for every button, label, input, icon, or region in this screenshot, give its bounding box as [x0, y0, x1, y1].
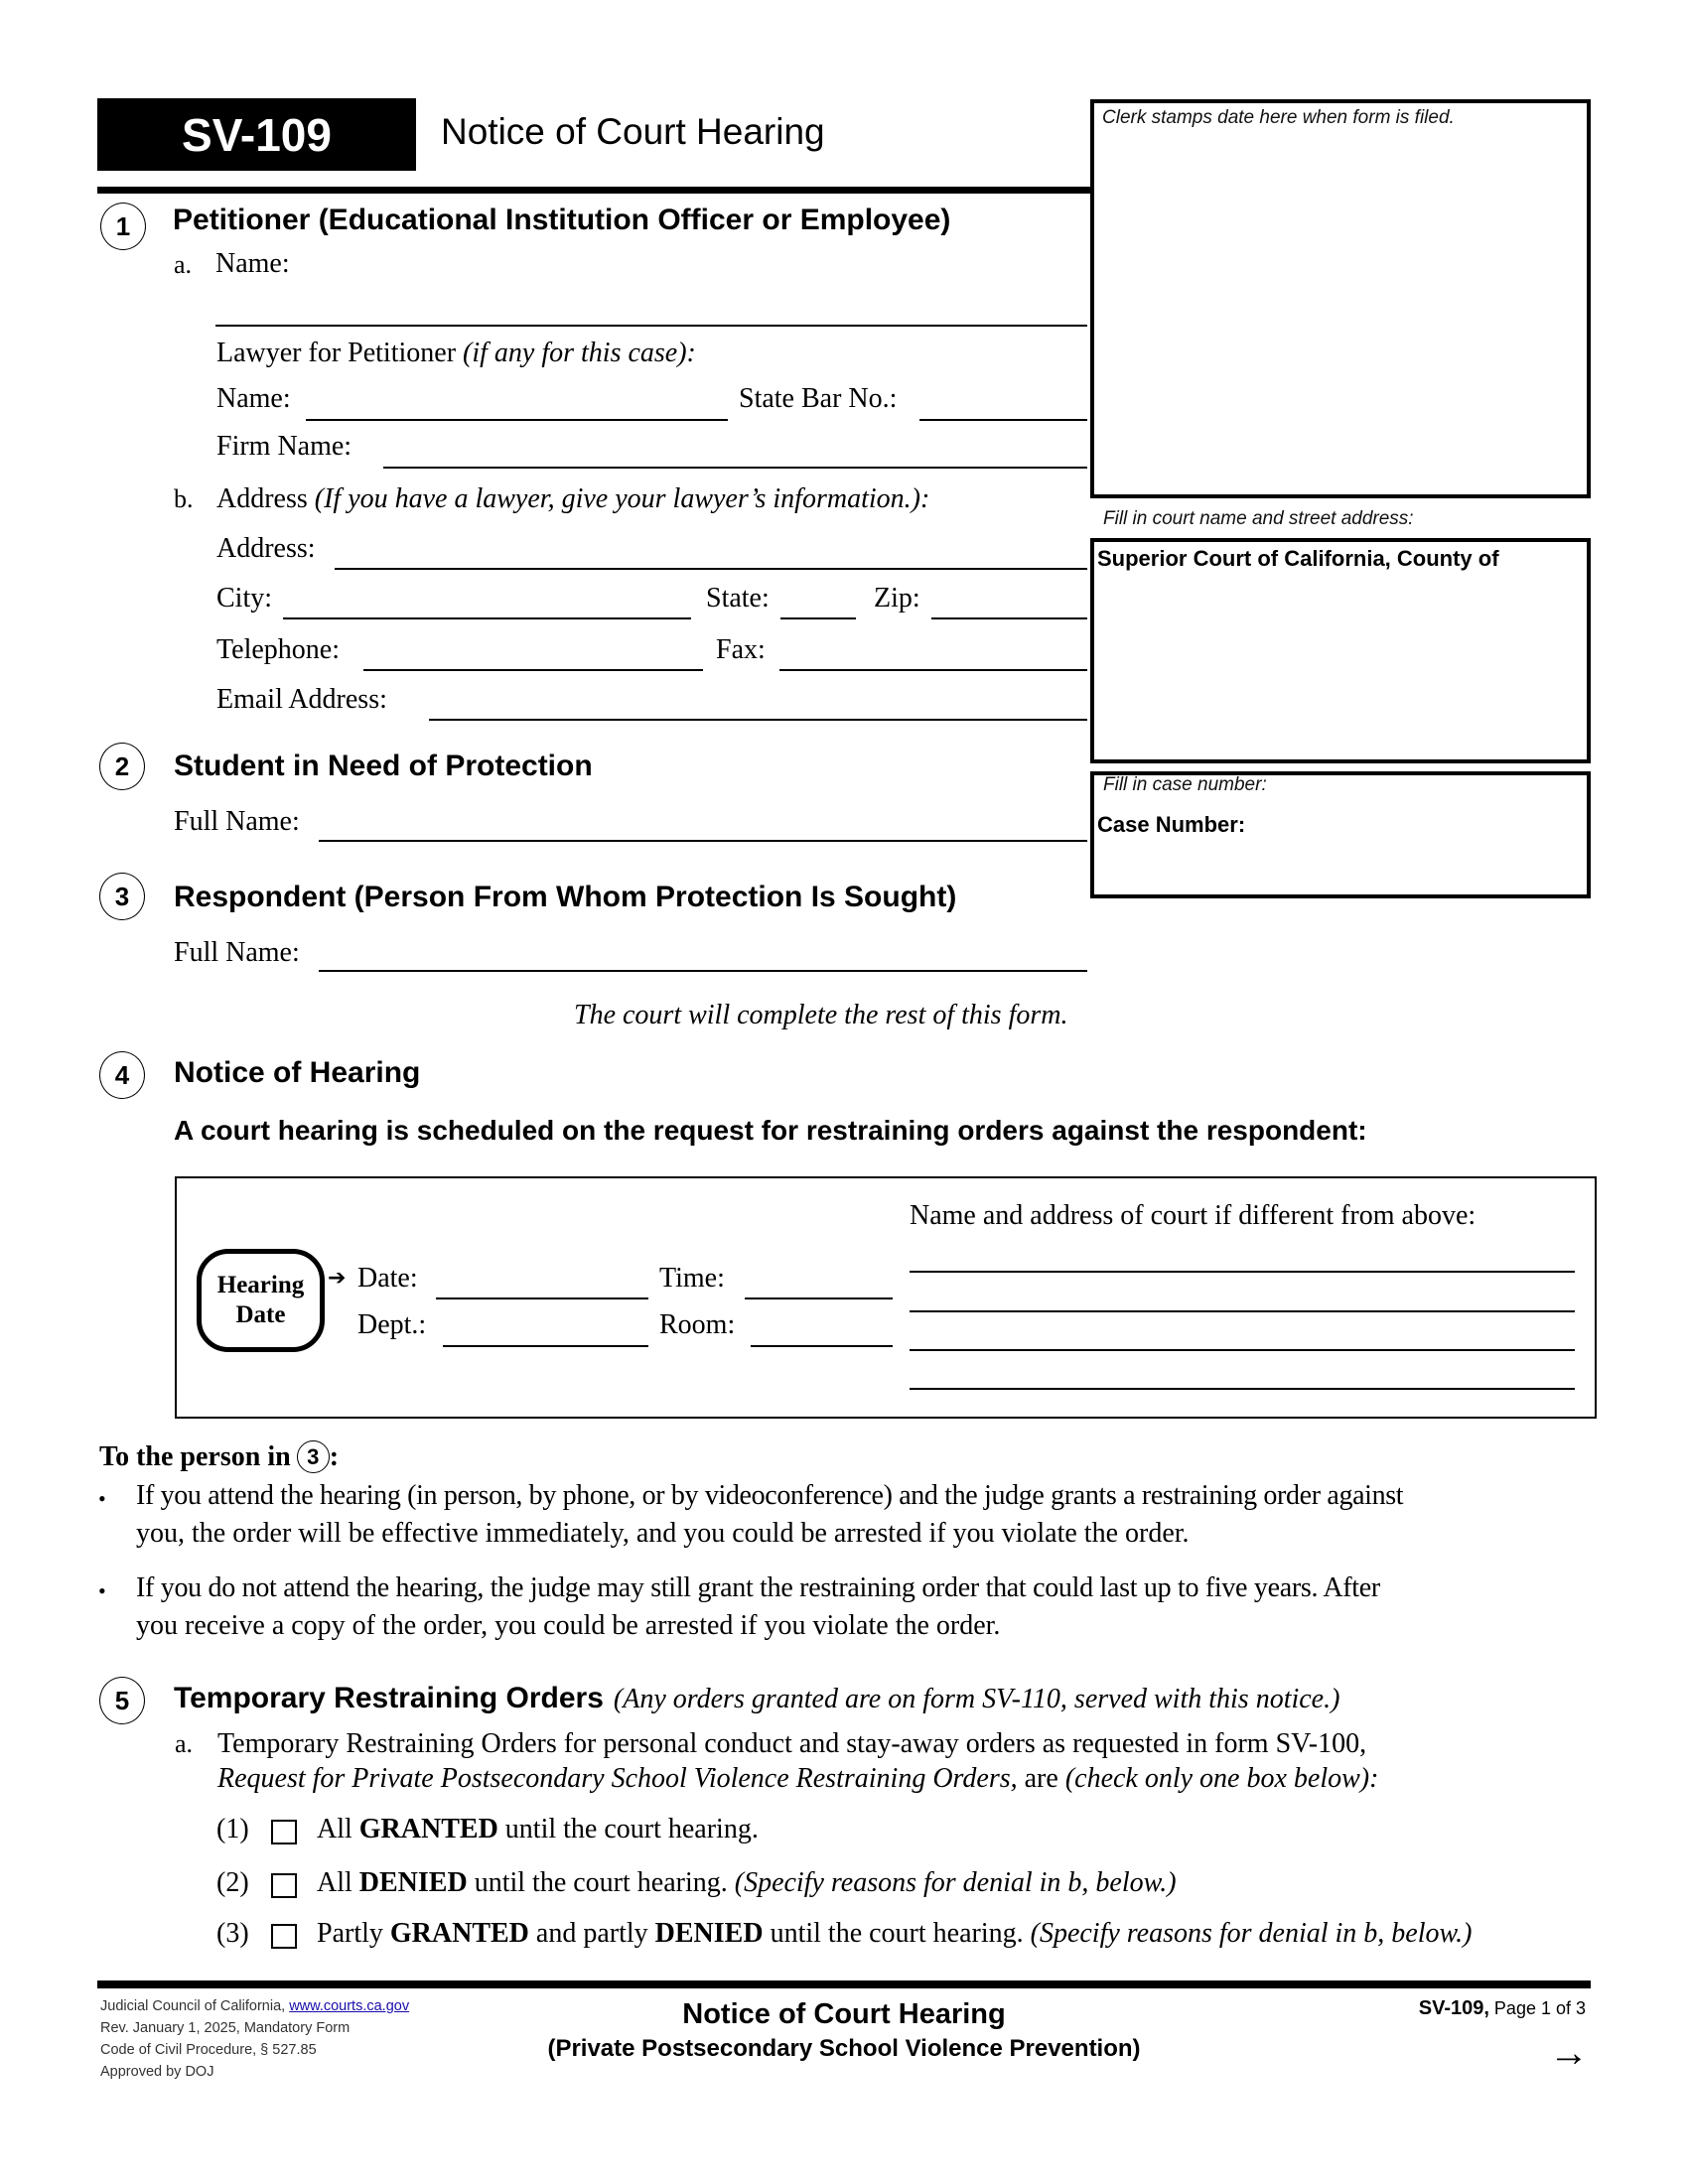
- alt-court-line-2[interactable]: [910, 1310, 1575, 1312]
- section5-title-note: (Any orders granted are on form SV-110, served with this notice.): [613, 1684, 1340, 1714]
- item-b-marker: b.: [174, 484, 194, 513]
- item-5a-marker: a.: [175, 1729, 194, 1758]
- section-number-5: 5: [99, 1677, 145, 1724]
- partly-granted-checkbox[interactable]: [271, 1924, 297, 1949]
- city-field[interactable]: [283, 617, 691, 619]
- hearing-time-field[interactable]: [745, 1297, 893, 1299]
- hearing-dept-field[interactable]: [443, 1345, 648, 1347]
- all-denied-checkbox[interactable]: [271, 1873, 297, 1898]
- section1-title: Petitioner (Educational Institution Officer or Employee): [173, 204, 951, 236]
- student-full-name-field[interactable]: [319, 840, 1087, 842]
- telephone-label: Telephone:: [216, 634, 340, 665]
- state-label: State:: [706, 583, 770, 614]
- item-a-marker: a.: [174, 250, 193, 279]
- next-page-arrow-icon[interactable]: →: [1549, 2031, 1589, 2075]
- address-label: Address:: [216, 533, 316, 564]
- email-field[interactable]: [429, 719, 1087, 721]
- alt-court-line-3[interactable]: [910, 1349, 1575, 1351]
- hearing-time-label: Time:: [659, 1263, 725, 1294]
- section5-title: Temporary Restraining Orders: [174, 1682, 604, 1714]
- city-label: City:: [216, 583, 273, 614]
- lawyer-heading: Lawyer for Petitioner (if any for this case):: [216, 338, 696, 368]
- section4-subtitle: A court hearing is scheduled on the request for restraining orders against the respondent:: [174, 1115, 1367, 1146]
- arrow-right-icon: ➔: [328, 1265, 347, 1290]
- alt-court-line-1[interactable]: [910, 1271, 1575, 1273]
- lawyer-name-field[interactable]: [306, 419, 728, 421]
- state-field[interactable]: [780, 617, 856, 619]
- case-number-label: Case Number:: [1097, 812, 1246, 837]
- item-5a-line2: Request for Private Postsecondary School Violence Restraining Orders, are (check only one box below):: [217, 1763, 1379, 1794]
- court-name-caption: Fill in court name and street address:: [1103, 508, 1414, 529]
- court-completes-note: The court will complete the rest of this form.: [574, 1000, 1068, 1030]
- state-bar-field[interactable]: [919, 419, 1087, 421]
- hearing-date-badge: Hearing Date: [197, 1249, 325, 1352]
- header-rule: [97, 187, 1090, 194]
- section-ref-3: 3: [297, 1440, 330, 1473]
- respondent-full-name-label: Full Name:: [174, 937, 300, 968]
- footer-page-info: SV-109, Page 1 of 3: [1418, 1997, 1586, 2019]
- hearing-room-field[interactable]: [751, 1345, 893, 1347]
- email-label: Email Address:: [216, 684, 387, 715]
- section-number-4: 4: [99, 1051, 145, 1099]
- bullet-icon: •: [98, 1578, 106, 1603]
- fax-field[interactable]: [779, 669, 1087, 671]
- footer-subtitle: (Private Postsecondary School Violence Prevention): [547, 2035, 1141, 2062]
- address-heading: Address (If you have a lawyer, give your lawyer’s information.):: [216, 483, 930, 514]
- item-5a-line1: Temporary Restraining Orders for personal conduct and stay-away orders as requested in form SV-100,: [217, 1728, 1367, 1759]
- section-number-3: 3: [99, 873, 145, 920]
- section2-title: Student in Need of Protection: [174, 750, 593, 782]
- hearing-dept-label: Dept.:: [357, 1309, 427, 1340]
- hearing-date-field[interactable]: [436, 1297, 648, 1299]
- section5-heading: [174, 1684, 1339, 1715]
- footer-title: Notice of Court Hearing: [682, 1998, 1006, 2030]
- all-granted-checkbox[interactable]: [271, 1820, 297, 1844]
- section-number-2: 2: [99, 743, 145, 790]
- lawyer-name-label: Name:: [216, 383, 291, 414]
- bullet-icon: •: [98, 1486, 106, 1511]
- respondent-full-name-field[interactable]: [319, 970, 1087, 972]
- clerk-stamp-box[interactable]: [1090, 99, 1591, 498]
- case-number-caption: Fill in case number:: [1103, 774, 1267, 795]
- courts-website-link[interactable]: www.courts.ca.gov: [289, 1998, 410, 2014]
- footer-code: Code of Civil Procedure, § 527.85: [100, 2042, 317, 2058]
- state-bar-label: State Bar No.:: [739, 383, 898, 414]
- footer-approved: Approved by DOJ: [100, 2064, 214, 2080]
- hearing-room-label: Room:: [659, 1309, 736, 1340]
- alt-court-line-4[interactable]: [910, 1388, 1575, 1390]
- case-number-box[interactable]: [1090, 771, 1591, 898]
- petitioner-name-field[interactable]: [215, 325, 1087, 327]
- zip-field[interactable]: [931, 617, 1087, 619]
- firm-name-label: Firm Name:: [216, 431, 352, 462]
- page-title: Notice of Court Hearing: [441, 111, 825, 152]
- section4-title: Notice of Hearing: [174, 1056, 421, 1089]
- address-field[interactable]: [335, 568, 1087, 570]
- section3-title: Respondent (Person From Whom Protection Is Sought): [174, 881, 957, 913]
- court-name: Superior Court of California, County of: [1097, 546, 1499, 571]
- petitioner-name-label: Name:: [215, 248, 290, 279]
- firm-name-field[interactable]: [383, 467, 1087, 469]
- student-full-name-label: Full Name:: [174, 806, 300, 837]
- alt-court-label: Name and address of court if different from above:: [910, 1200, 1477, 1231]
- hearing-date-label: Date:: [357, 1263, 418, 1294]
- telephone-field[interactable]: [363, 669, 703, 671]
- fax-label: Fax:: [716, 634, 766, 665]
- form-id-block: [97, 98, 416, 171]
- footer-revision: Rev. January 1, 2025, Mandatory Form: [100, 2020, 351, 2036]
- respondent-notice-lead: To the person in 3 :: [99, 1440, 340, 1472]
- court-name-box[interactable]: [1090, 538, 1591, 763]
- footer-publisher: Judicial Council of California, www.courts.ca.gov: [100, 1998, 410, 2014]
- zip-label: Zip:: [874, 583, 920, 614]
- clerk-stamp-label: Clerk stamps date here when form is filed.: [1102, 107, 1455, 128]
- section-number-1: 1: [100, 203, 146, 250]
- form-id: SV-109: [182, 108, 332, 161]
- footer-rule: [97, 1980, 1591, 1988]
